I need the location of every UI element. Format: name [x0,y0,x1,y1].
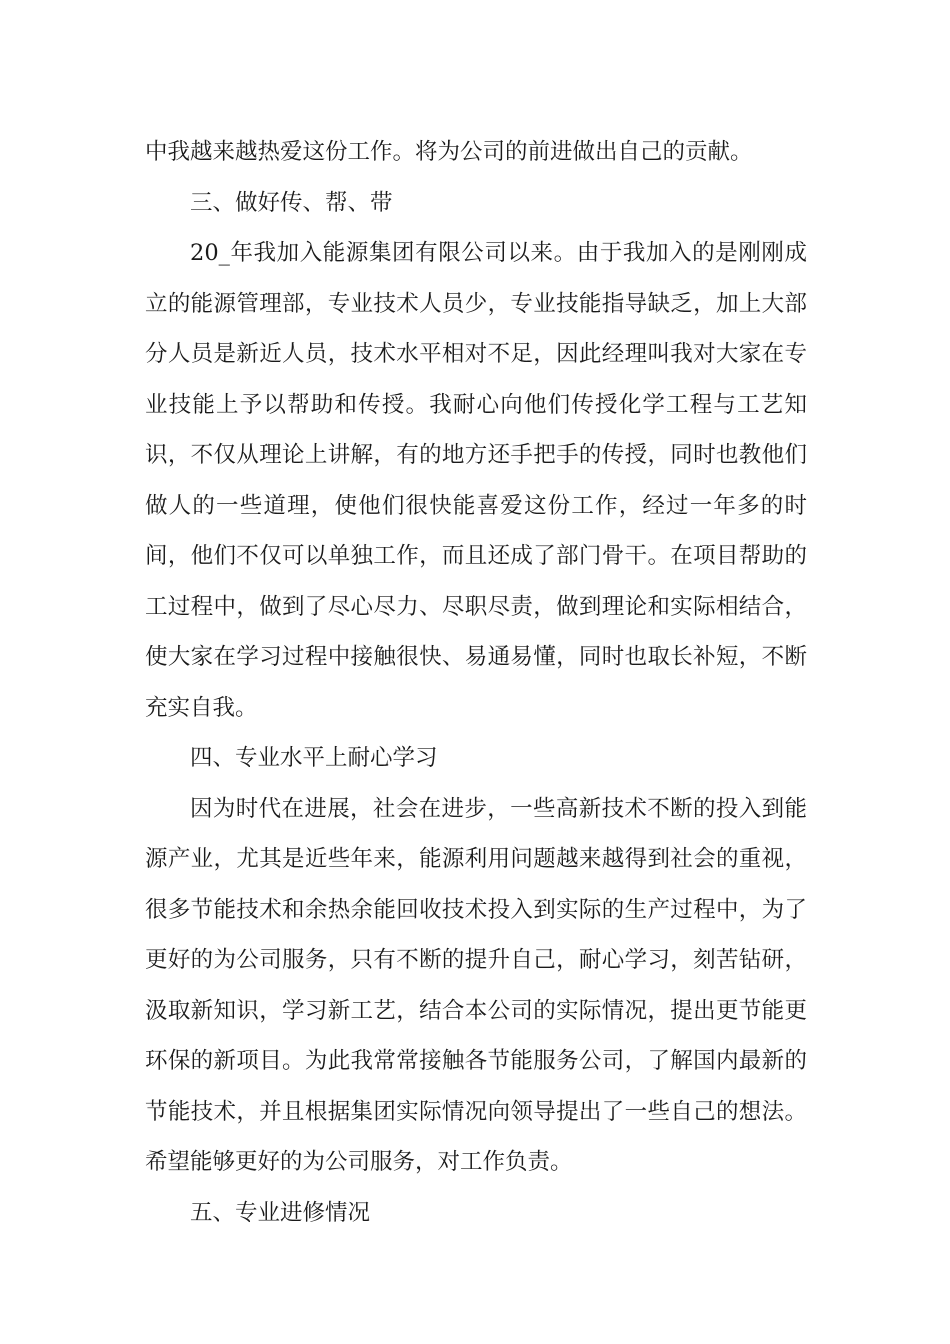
paragraph-section-three: 20_年我加入能源集团有限公司以来。由于我加入的是刚刚成立的能源管理部，专业技术人员少，专业技能指导缺乏，加上大部分人员是新近人员，技术水平相对不足，因此经理叫我对大家在专业技能上予以帮助和传授。我耐心向他们传授化学工程与工艺知识，不仅从理论上讲解，有的地方还手把手的传授，同时也教他们做人的一些道理，使他们很快能喜爱这份工作，经过一年多的时间，他们不仅可以单独工作，而且还成了部门骨干。在项目帮助的工过程中，做到了尽心尽力、尽职尽责，做到理论和实际相结合，使大家在学习过程中接触很快、易通易懂，同时也取长补短，不断充实自我。 [145,240,807,721]
document-body [145,127,807,1238]
section-heading-four: 四、专业水平上耐心学习 [190,745,438,771]
section-heading-five: 五、专业进修情况 [190,1199,371,1226]
paragraph-continuation: 中我越来越热爱这份工作。将为公司的前进做出自己的贡献。 [145,139,753,165]
section-heading-three: 三、做好传、帮、带 [190,189,393,216]
paragraph-section-four: 因为时代在进展，社会在进步，一些高新技术不断的投入到能源产业，尤其是近些年来，能源利用问题越来越得到社会的重视，很多节能技术和余热余能回收技术投入到实际的生产过程中，为了更好的为公司服务，只有不断的提升自己，耐心学习，刻苦钻研，汲取新知识，学习新工艺，结合本公司的实际情况，提出更节能更环保的新项目。为此我常常接触各节能服务公司，了解国内最新的节能技术，并且根据集团实际情况向领导提出了一些自己的想法。希望能够更好的为公司服务，对工作负责。 [145,795,807,1175]
